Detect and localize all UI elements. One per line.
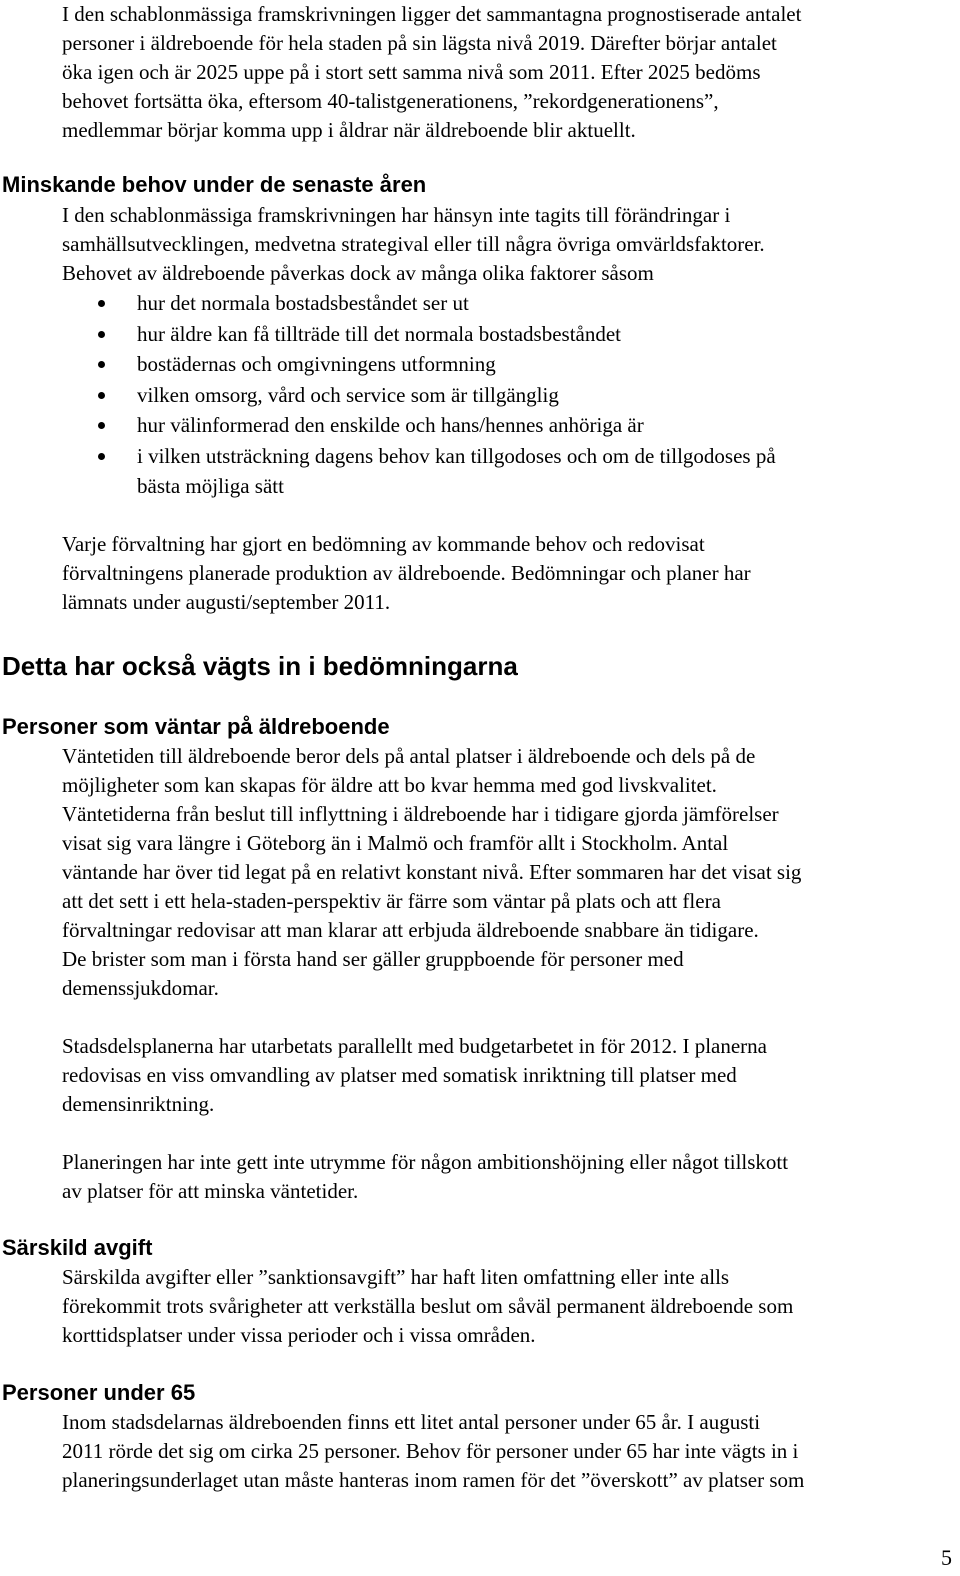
list-item [62, 441, 952, 502]
avgift-paragraph: Särskilda avgifter eller ”sanktionsavgift” har haft liten omfattning eller inte alls förekommit trots svårigheter att verkställa beslut om såväl permanent äldreboende som korttidsplatser under vissa perioder och i vissa områden. [62, 1265, 794, 1347]
bullet-icon [98, 422, 105, 429]
under65-paragraph: Inom stadsdelarnas äldreboenden finns ett litet antal personer under 65 år. I augusti 2011 rörde det sig om cirka 25 personer. Behov för personer under 65 har inte vägts in i planeringsunderlaget utan måste hanteras inom ramen för det ”överskott” av platser som [62, 1410, 805, 1492]
bullet-icon [98, 331, 105, 338]
list-item-text: hur äldre kan få tillträde till det normala bostadsbeståndet [137, 321, 622, 346]
heading-personer-under-65: Personer under 65 [2, 1380, 196, 1405]
bullet-icon [98, 300, 105, 307]
vantar-paragraph: Väntetiden till äldreboende beror dels på antal platser i äldreboende och dels på de möjligheter som kan skapas för äldre att bo kvar hemma med god livskvalitet. Väntetiderna från beslut till inflyttning i äldreboende har i tidigare gjorda jämförelser visat sig vara längre i Göteborg än i Malmö och framför allt i Stockholm. Antal väntande har över tid legat på en relativt konstant nivå. Efter sommaren har det visat sig att det sett i ett hela-staden-perspektiv är färre som väntar på plats och att flera förvaltningar redovisar att man klarar att erbjuda äldreboende snabbare än tidigare. De brister som man i första hand ser gäller gruppboende för personer med demenssjukdomar. [62, 744, 802, 1000]
forvaltning-paragraph: Varje förvaltning har gjort en bedömning av kommande behov och redovisat förvaltningens planerade produktion av äldreboende. Bedömningar och planer har lämnats under augusti/september 2011. [62, 532, 751, 614]
list-item [62, 319, 952, 350]
heading-sarskild-avgift: Särskild avgift [2, 1235, 153, 1260]
list-item-text: hur det normala bostadsbeståndet ser ut [137, 291, 469, 315]
intro-paragraph: I den schablonmässiga framskrivningen ligger det sammantagna prognostiserade antalet personer i äldreboende för hela staden på sin lägsta nivå 2019. Därefter börjar antalet öka igen och är 2025 uppe på i stort sett samma nivå som 2011. Efter 2025 bedöms behovet fortsätta öka, eftersom 40-talistgenerationens, ”rekordgenerationens”, medlemmar börjar komma upp i åldrar när äldreboende blir aktuellt. [62, 2, 802, 142]
list-item [62, 380, 952, 411]
list-item [62, 410, 952, 441]
list-item-text: i vilken utsträckning dagens behov kan tillgodoses och om de tillgodoses på bästa möjliga sätt [137, 443, 776, 498]
list-item [62, 349, 952, 380]
factor-list [62, 288, 952, 502]
stadsdels-paragraph: Stadsdelsplanerna har utarbetats parallellt med budgetarbetet in för 2012. I planerna redovisas en viss omvandling av platser med somatisk inriktning till platser med demensinriktning. [62, 1034, 767, 1116]
list-item-text: hur välinformerad den enskilde och hans/hennes anhöriga är [137, 413, 644, 437]
bullet-icon [98, 392, 105, 399]
heading-personer-som-vantar: Personer som väntar på äldreboende [2, 714, 390, 739]
list-item-text: bostädernas och omgivningens utformning [137, 352, 496, 376]
bullet-icon [98, 361, 105, 368]
planeringen-paragraph: Planeringen har inte gett inte utrymme för någon ambitionshöjning eller något tillskott av platser för att minska väntetider. [62, 1150, 789, 1203]
page-number: 5 [941, 1545, 952, 1570]
heading-minskande-behov: Minskande behov under de senaste åren [2, 172, 427, 197]
heading-vagts-in: Detta har också vägts in i bedömningarna [2, 651, 518, 681]
list-item-text: vilken omsorg, vård och service som är tillgänglig [137, 382, 559, 407]
bullet-icon [98, 453, 105, 460]
minskande-paragraph: I den schablonmässiga framskrivningen har hänsyn inte tagits till förändringar i samhällsutvecklingen, medvetna strategival eller till några övriga omvärldsfaktorer. Behovet av äldreboende påverkas dock av många olika faktorer såsom [62, 203, 765, 285]
list-item [62, 288, 952, 319]
